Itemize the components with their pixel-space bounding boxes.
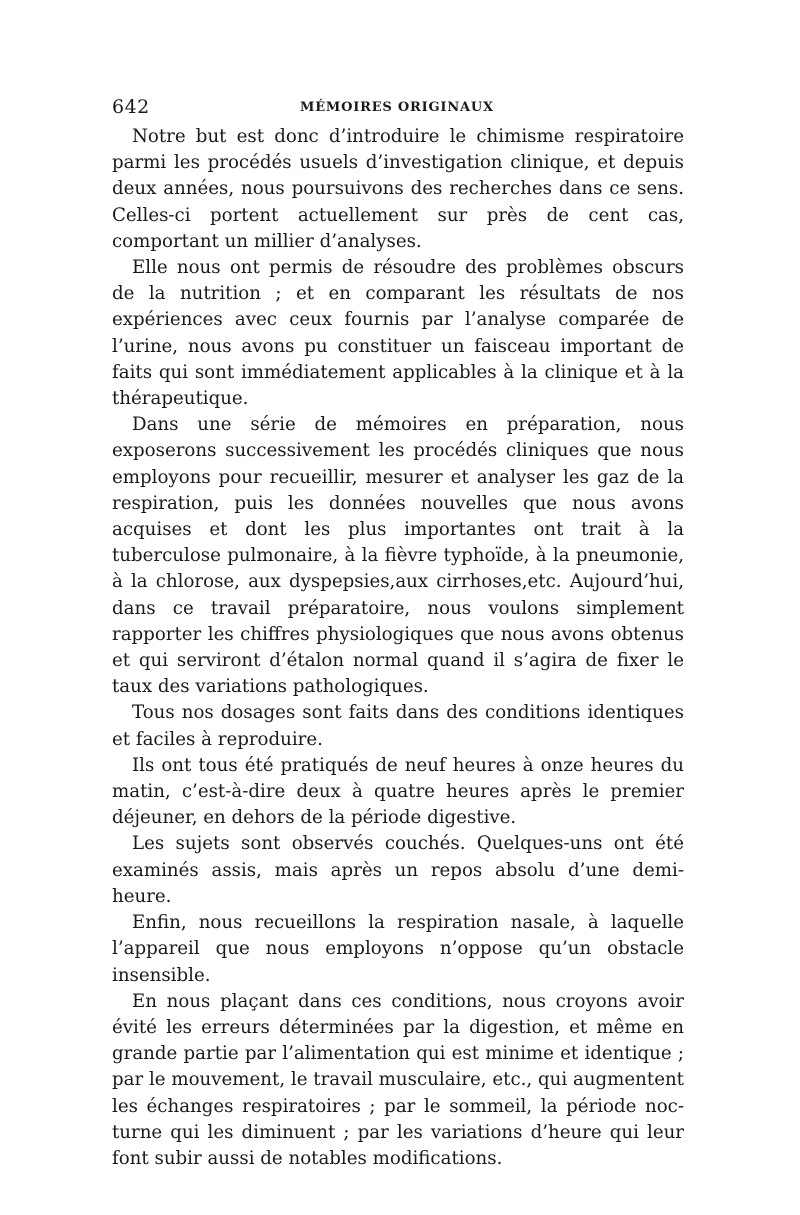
paragraph-nasal: Enfin, nous recueillons la respiration nasale, à laquelle l’appareil que nous employons n’oppose qu’un obstacle insensible. — [112, 912, 684, 986]
book-page — [112, 96, 684, 1172]
paragraph-conditions: Tous nos dosages sont faits dans des conditions identiques et faciles à reproduire. — [112, 702, 684, 750]
paragraph-plan: Dans une série de mémoires en préparation, nous exposerons successivement les procédés cliniques que nous employons pour recueillir, mesurer et analyser les gaz de la respiration, puis les données nouvelles que nous avons acquises et dont les plus importantes ont trait à la tuberculose pulmonaire, à la fièvre typhoïde, à la pneumonie, à la chlorose, aux dyspepsies,aux cirrhoses,etc. Aujourd’hui, dans ce travail préparatoire, nous voulons simplement rapporter les chiffres physiologiques que nous avons obtenus et qui serviront d’étalon normal quand il s’agira de fixer le taux des variations pathologiques. — [112, 414, 684, 698]
paragraph-timing: Ils ont tous été pratiqués de neuf heures à onze heures du matin, c’est-à-dire deux à quatre heures après le premier déjeuner, en dehors de la période digestive. — [112, 754, 684, 829]
body-text — [112, 124, 684, 1172]
running-head — [112, 96, 684, 120]
paragraph-results: Elle nous ont permis de résoudre des problèmes obscurs de la nutrition ; et en comparant les résultats de nos expériences avec ceux fournis par l’analyse comparée de l’urine, nous avons pu constituer un faisceau important de faits qui sont immédiatement applicables à la clinique et à la thérapeutique. — [112, 257, 684, 410]
running-title: MÉMOIRES ORIGINAUX — [300, 100, 494, 115]
paragraph-aim: Notre but est donc d’introduire le chimisme respiratoire parmi les procédés usuels d’investigation clinique, et depuis deux années, nous poursuivons des recherches dans ce sens. Celles-ci portent actuellement sur près de cent cas, comportant un millier d’analyses. — [112, 126, 684, 252]
page-number: 642 — [112, 96, 150, 118]
paragraph-errors: En nous plaçant dans ces conditions, nous croyons avoir évité les erreurs déterminées par la digestion, et même en grande partie par l’alimentation qui est minime et identique ; par le mouvement, le travail musculaire, etc., qui augmentent les échanges respiratoires ; par le sommeil, la période nocturne qui les diminuent ; par les variations d’heure qui leur font subir aussi de notables modifications. — [112, 990, 684, 1169]
paragraph-subjects: Les sujets sont observés couchés. Quelques-uns ont été examinés assis, mais après un repos absolu d’une demi-heure. — [112, 833, 684, 907]
